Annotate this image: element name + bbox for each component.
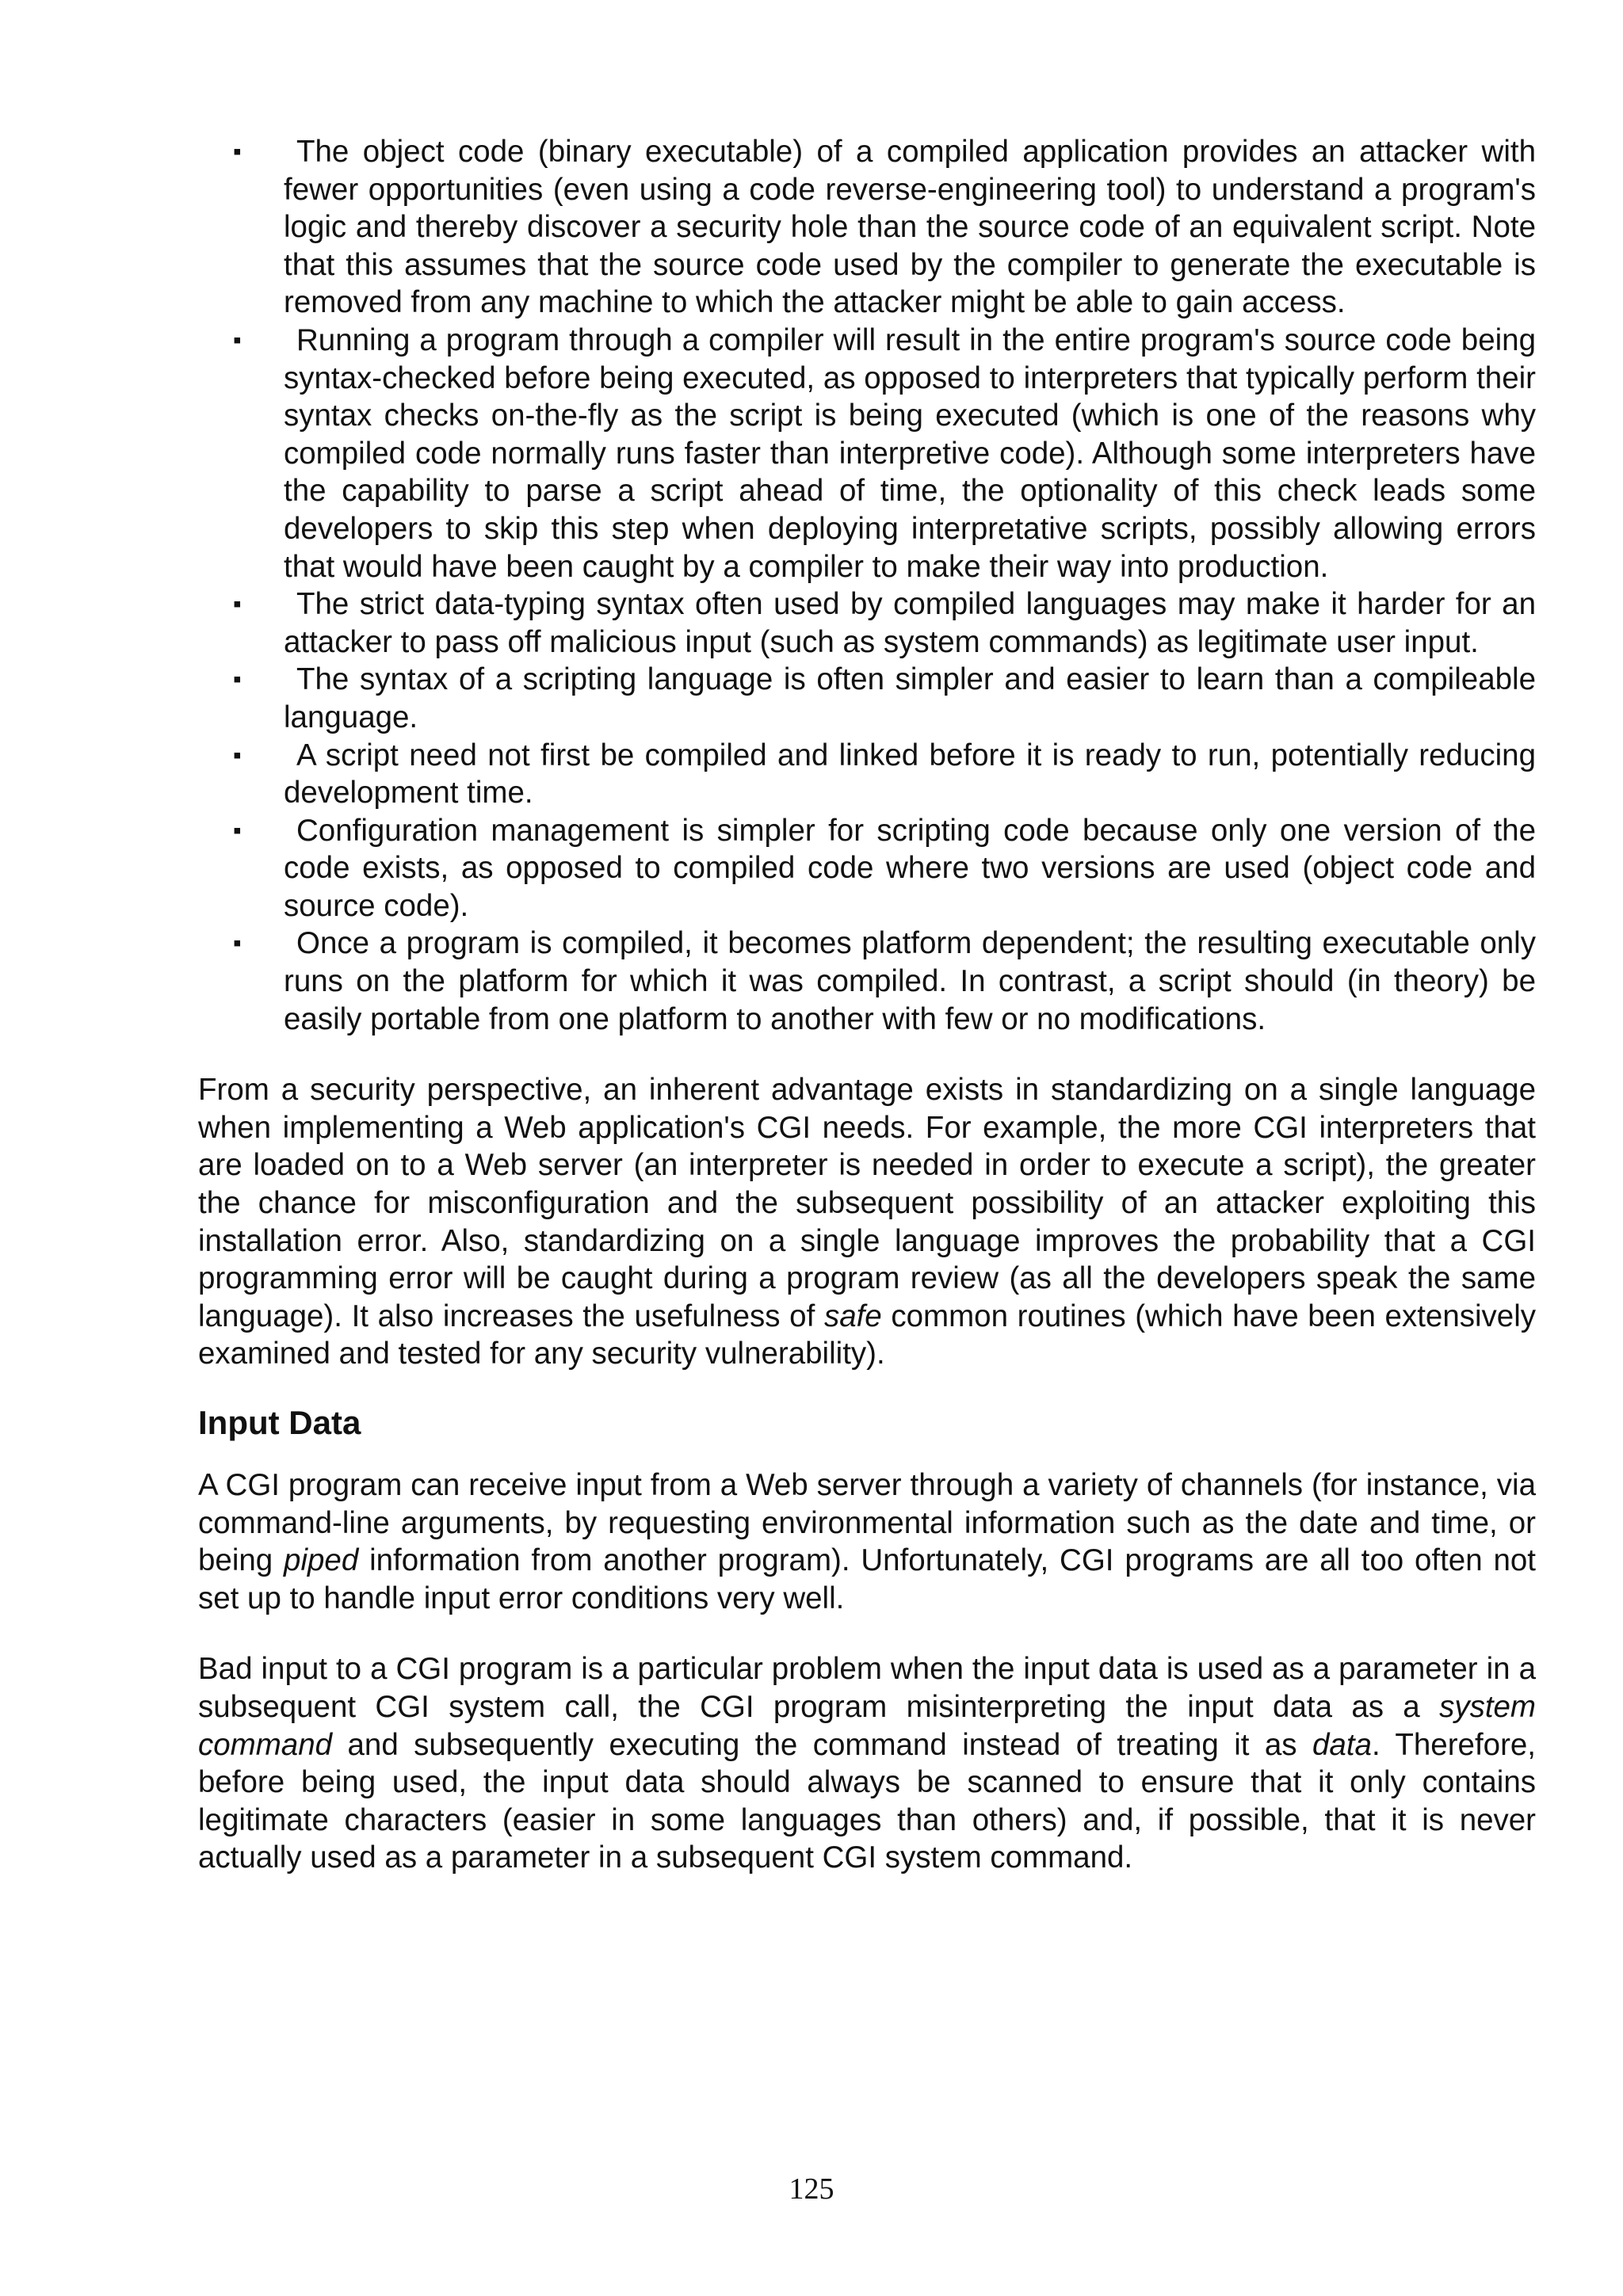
emphasis-piped: piped [284,1543,359,1578]
bullet-item [198,925,1536,1038]
section-heading: Input Data [198,1404,361,1441]
paragraph-security-perspective [198,1071,1536,1373]
bullet-text: Configuration management is simpler for scripting code because only one version of the code exists, as opposed to compiled code where two versions are used (object code and source code). [284,813,1536,923]
bullet-text: The object code (binary executable) of a compiled application provides an attacker with fewer opportunities (even using a code reverse-engineering tool) to understand a program's logic and thereby discover a security hole than the source code of an equivalent script. Note that this assumes that the source code used by the compiler to generate the executable is removed from any machine to which the attacker might be able to gain access. [284,135,1536,320]
paragraph-text: information from another program). Unfortunately, CGI programs are all too often not set up to handle input error conditions very well. [198,1543,1536,1615]
emphasis-data: data [1312,1727,1372,1762]
bullet-item [198,812,1536,925]
paragraph-text: . Therefore, before being used, the input data should always be scanned to ensure that it only contains legitimate characters (easier in some languages than others) and, if possible, that it is never actually used as a parameter in a subsequent CGI system command. [198,1727,1536,1875]
bullet-marker-icon: ▪ [233,591,242,618]
bullet-list [198,133,1536,1038]
bullet-marker-icon: ▪ [233,817,242,844]
paragraph-text: Bad input to a CGI program is a particular problem when the input data is used as a parameter in a subsequent CGI system call, the CGI program misinterpreting the input data as a [198,1652,1536,1724]
paragraph-text: A CGI program can receive input from a Web server through a variety of channels (for instance, via command-line arguments, by requesting environmental information such as the date and time, or being [198,1468,1536,1578]
bullet-marker-icon: ▪ [233,666,242,693]
bullet-marker-icon: ▪ [233,930,242,957]
bullet-item [198,585,1536,661]
bullet-item [198,322,1536,585]
paragraph-text: From a security perspective, an inherent advantage exists in standardizing on a single language when implementing a Web application's CGI needs. For example, the more CGI interpreters that are loaded on to a Web server (an interpreter is needed in order to execute a script), the greater the chance for misconfiguration and the subsequent possibility of an attacker exploiting this installation error. Also, standardizing on a single language improves the probability that a CGI programming error will be caught during a program review (as all the developers speak the same language). It also increases the usefulness of [198,1073,1536,1333]
emphasis-system-command: system command [198,1689,1536,1762]
bullet-marker-icon: ▪ [233,742,242,769]
bullet-item [198,737,1536,812]
bullet-text: The syntax of a scripting language is often simpler and easier to learn than a compileable language. [284,662,1536,734]
bullet-text: Once a program is compiled, it becomes platform dependent; the resulting executable only runs on the platform for which it was compiled. In contrast, a script should (in theory) be easily portable from one platform to another with few or no modifications. [284,926,1536,1036]
bullet-marker-icon: ▪ [233,139,242,165]
bullet-item [198,661,1536,736]
paragraph-text: common routines (which have been extensively examined and tested for any security vulnerability). [198,1299,1536,1371]
paragraph-bad-input [198,1650,1536,1877]
page-number: 125 [789,2172,834,2206]
bullet-text: Running a program through a compiler will result in the entire program's source code being syntax-checked before being executed, as opposed to interpreters that typically perform their syntax checks on-the-fly as the script is being executed (which is one of the reasons why compiled code normally runs faster than interpretive code). Although some interpreters have the capability to parse a script ahead of time, the optionality of this check leads some developers to skip this step when deploying interpretative scripts, possibly allowing errors that would have been caught by a compiler to make their way into production. [284,322,1536,584]
bullet-item [198,133,1536,322]
emphasis-safe: safe [823,1299,882,1333]
paragraph-input-channels [198,1466,1536,1617]
bullet-text: The strict data-typing syntax often used by compiled languages may make it harder for an attacker to pass off malicious input (such as system commands) as legitimate user input. [284,587,1536,659]
bullet-text: A script need not first be compiled and linked before it is ready to run, potentially reducing development time. [284,738,1536,810]
paragraph-text: and subsequently executing the command instead of treating it as [332,1727,1312,1762]
bullet-marker-icon: ▪ [233,326,242,353]
document-page [198,133,1536,1877]
